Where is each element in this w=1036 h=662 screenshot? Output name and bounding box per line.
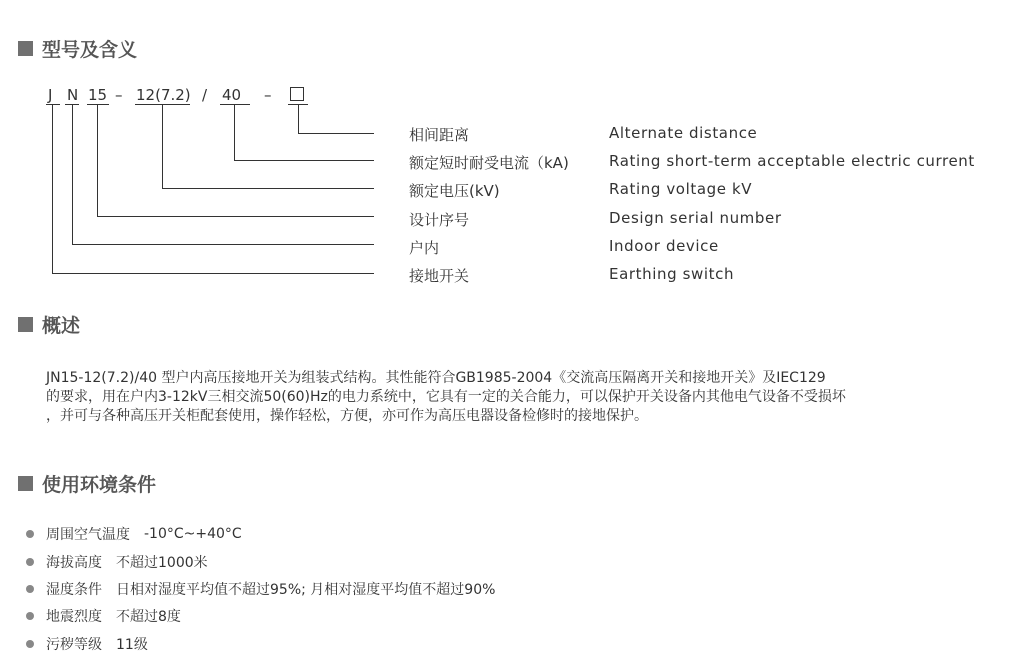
section-title-environment — [18, 472, 156, 494]
code-underline — [46, 104, 60, 105]
section-title-model — [18, 37, 137, 59]
condition-item — [26, 579, 495, 599]
condition-item — [26, 634, 148, 654]
legend-en: Rating short-term acceptable electric current — [609, 152, 975, 170]
bullet-dot-icon — [26, 558, 34, 566]
connector-line — [52, 104, 53, 274]
connector-line — [298, 104, 299, 134]
code-voltage: 12(7.2) — [136, 86, 191, 104]
legend-en: Design serial number — [609, 209, 782, 227]
connector-line — [234, 160, 374, 161]
overview-line: ，并可与各种高压开关柜配套使用，操作轻松，方便，亦可作为高压电器设备检修时的接地保护。 — [46, 408, 648, 424]
code-series: 15 — [88, 86, 108, 104]
condition-value: -10°C~+40°C — [144, 526, 242, 542]
connector-line — [52, 273, 374, 274]
condition-label: 污秽等级 — [46, 637, 102, 653]
section-title-text: 使用环境条件 — [42, 473, 157, 496]
overview-line: JN15-12(7.2)/40 型户内高压接地开关为组装式结构。其性能符合GB1985-2004《交流高压隔离开关和接地开关》及IEC129 — [46, 370, 826, 386]
code-dash: – — [264, 86, 272, 104]
section-title-text: 概述 — [42, 314, 81, 337]
condition-label: 海拔高度 — [46, 555, 102, 571]
condition-label: 地震烈度 — [46, 609, 102, 625]
connector-line — [234, 104, 235, 161]
condition-value: 日相对湿度平均值不超过95%; 月相对湿度平均值不超过90% — [116, 582, 496, 598]
legend-cn: 相间距离 — [409, 126, 470, 144]
legend-cn: 额定短时耐受电流（kA) — [409, 154, 569, 172]
legend-en: Alternate distance — [609, 124, 758, 142]
bullet-dot-icon — [26, 530, 34, 538]
section-title-text: 型号及含义 — [42, 38, 138, 61]
condition-value: 不超过1000米 — [116, 555, 208, 571]
condition-item — [26, 524, 242, 544]
condition-value: 不超过8度 — [116, 609, 181, 625]
section-title-overview — [18, 313, 80, 335]
legend-cn: 设计序号 — [409, 211, 470, 229]
connector-line — [298, 133, 374, 134]
code-current: 40 — [222, 86, 242, 104]
code-slash: / — [202, 86, 208, 104]
condition-item — [26, 552, 208, 572]
condition-label: 周围空气温度 — [46, 527, 130, 543]
legend-cn: 接地开关 — [409, 267, 470, 285]
square-bullet-icon — [18, 317, 33, 332]
connector-line — [97, 104, 98, 217]
connector-line — [72, 104, 73, 245]
condition-label: 湿度条件 — [46, 582, 102, 598]
connector-line — [97, 216, 374, 217]
legend-cn: 额定电压(kV) — [409, 182, 500, 200]
square-bullet-icon — [18, 476, 33, 491]
connector-line — [162, 188, 374, 189]
square-bullet-icon — [18, 41, 33, 56]
legend-en: Indoor device — [609, 237, 719, 255]
bullet-dot-icon — [26, 612, 34, 620]
bullet-dot-icon — [26, 585, 34, 593]
bullet-dot-icon — [26, 640, 34, 648]
code-placeholder-box — [290, 87, 304, 101]
overview-paragraph — [46, 369, 1016, 426]
connector-line — [162, 104, 163, 189]
code-n: N — [67, 86, 79, 104]
code-underline — [220, 104, 250, 105]
code-dash: – — [115, 86, 123, 104]
code-j: J — [48, 86, 53, 104]
connector-line — [72, 244, 374, 245]
condition-item — [26, 606, 181, 626]
legend-cn: 户内 — [409, 239, 440, 257]
overview-line: 的要求，用在户内3-12kV三相交流50(60)Hz的电力系统中，它具有一定的关合能力，可以保护开关设备内其他电气设备不受损坏 — [46, 389, 846, 405]
legend-en: Earthing switch — [609, 265, 735, 283]
code-underline — [87, 104, 109, 105]
legend-en: Rating voltage kV — [609, 180, 753, 198]
condition-value: 11级 — [116, 637, 148, 653]
